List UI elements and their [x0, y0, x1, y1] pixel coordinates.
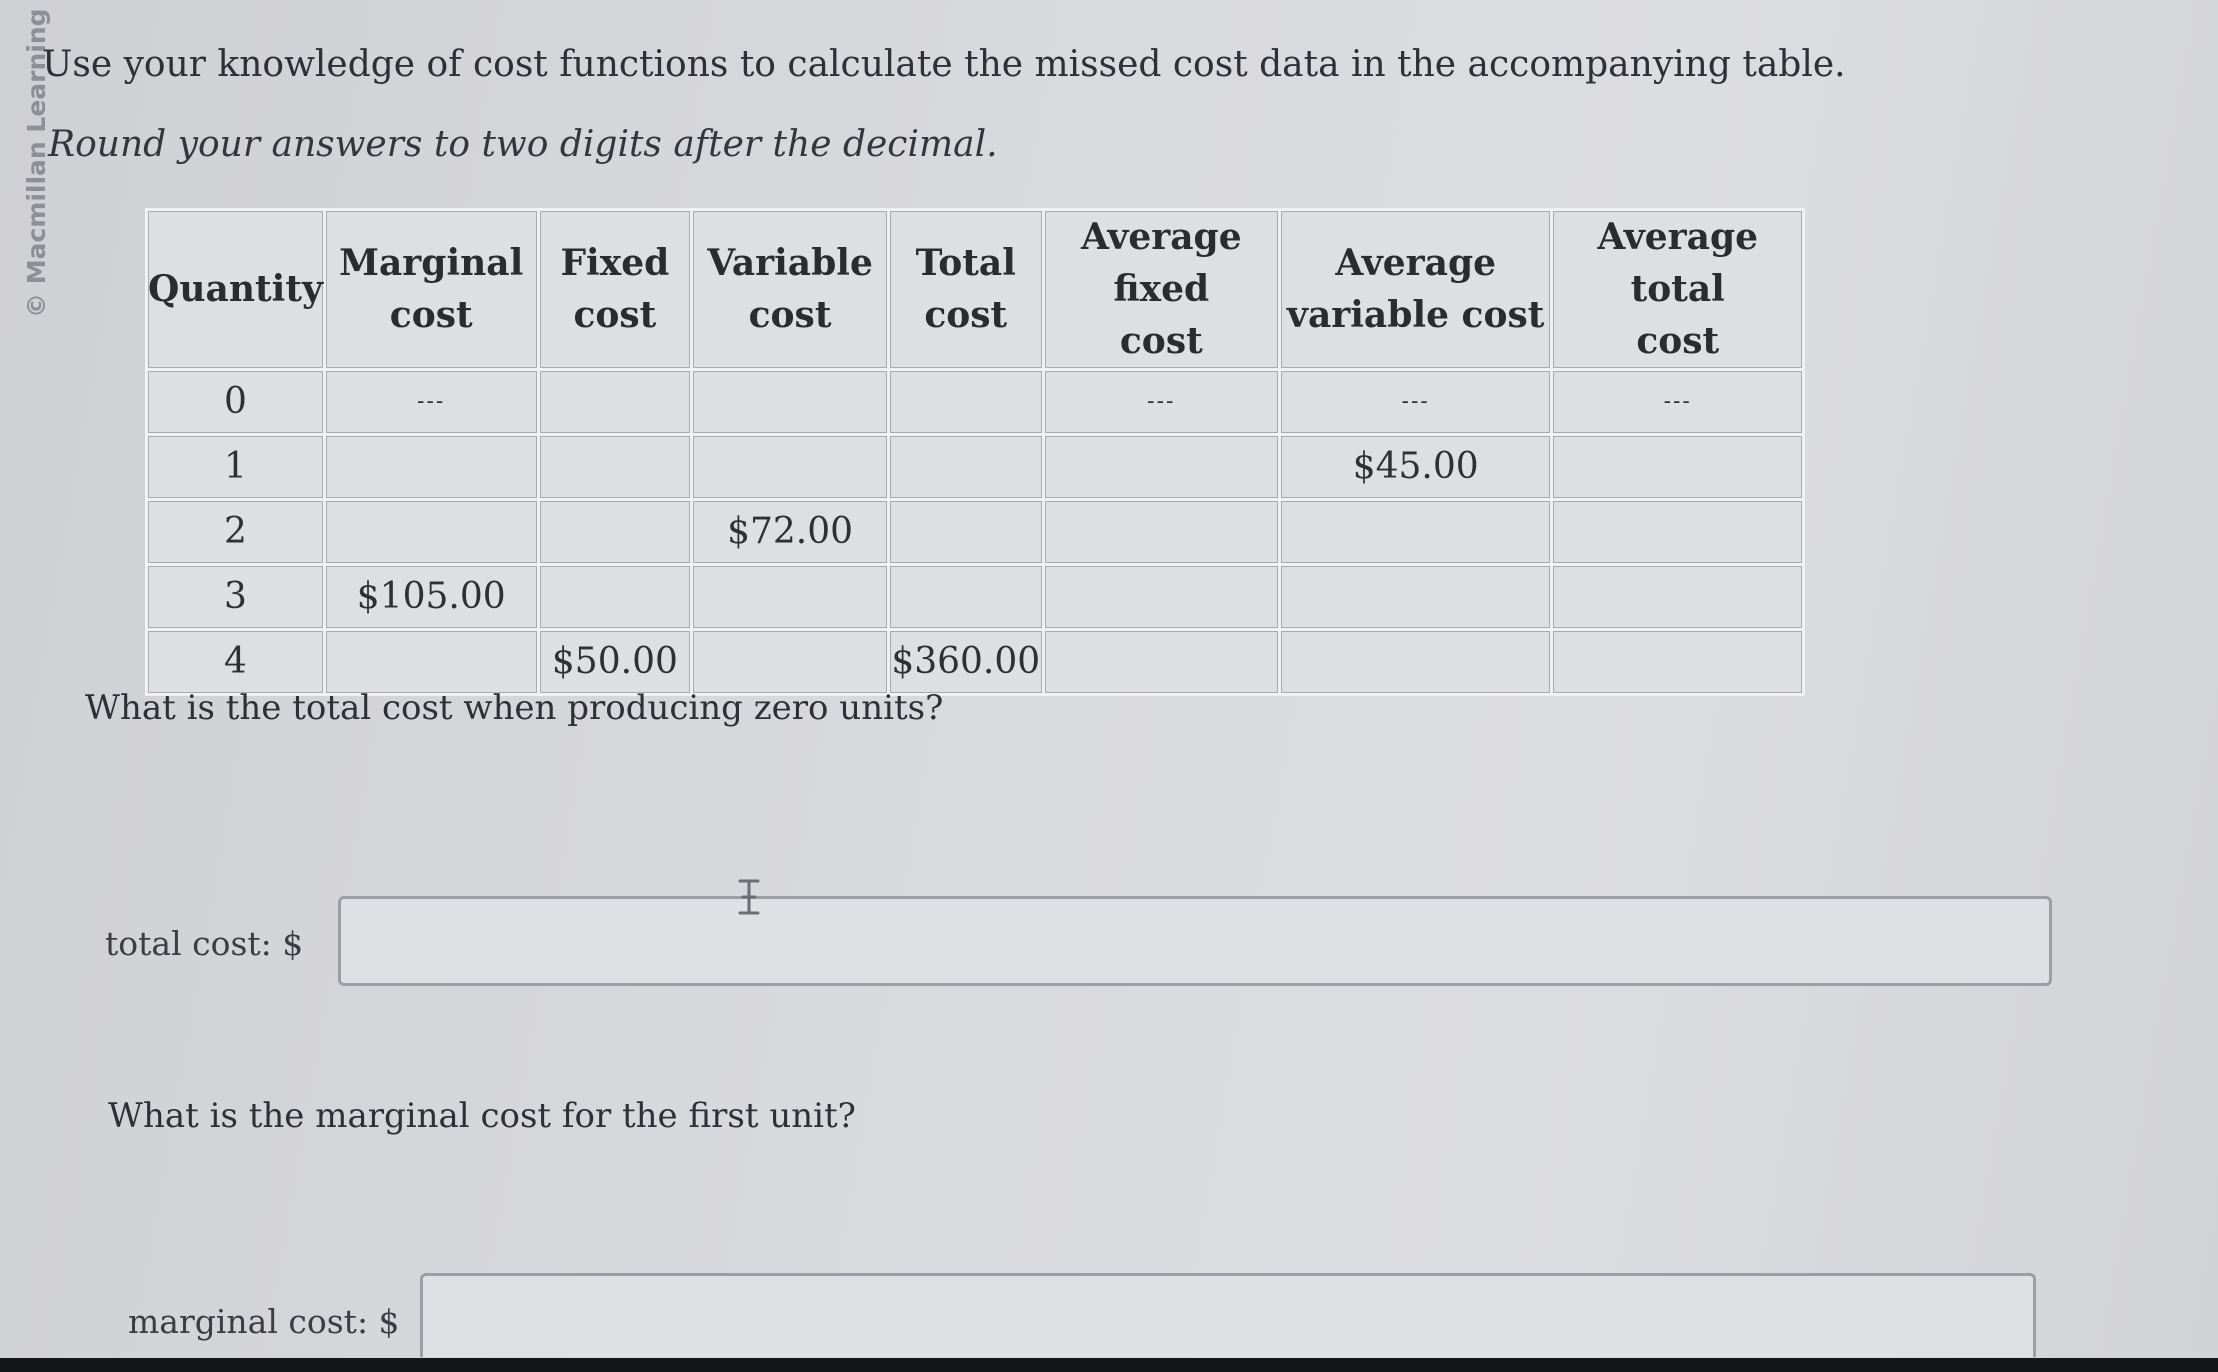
cell-marginal-cost — [324, 629, 538, 694]
cell-average-fixed-cost: --- — [1043, 369, 1279, 434]
cell-quantity: 0 — [147, 369, 325, 434]
header-average-fixed-cost: Average fixed cost — [1043, 210, 1279, 370]
cell-average-variable-cost — [1279, 499, 1552, 564]
cell-variable-cost — [692, 369, 889, 434]
cell-quantity: 2 — [147, 499, 325, 564]
cell-fixed-cost — [538, 434, 692, 499]
cell-average-variable-cost — [1279, 564, 1552, 629]
header-fixed-cost: Fixed cost — [538, 210, 692, 370]
cell-marginal-cost — [324, 434, 538, 499]
cell-average-variable-cost: $45.00 — [1279, 434, 1552, 499]
table-row — [147, 564, 1804, 629]
header-variable-cost: Variable cost — [692, 210, 889, 370]
header-average-total-cost: Average total cost — [1552, 210, 1804, 370]
table-header-row — [147, 210, 1804, 370]
cell-variable-cost — [692, 434, 889, 499]
cell-total-cost — [888, 369, 1043, 434]
cell-quantity: 4 — [147, 629, 325, 694]
cost-table — [145, 208, 1805, 696]
cell-average-variable-cost: --- — [1279, 369, 1552, 434]
cell-average-total-cost: --- — [1552, 369, 1804, 434]
cell-average-total-cost — [1552, 434, 1804, 499]
cell-quantity: 1 — [147, 434, 325, 499]
rounding-note: Round your answers to two digits after the decimal. — [48, 124, 998, 165]
table-row — [147, 499, 1804, 564]
header-average-variable-cost: Average variable cost — [1279, 210, 1552, 370]
text-cursor-icon — [735, 878, 763, 916]
table-row — [147, 434, 1804, 499]
total-cost-label: total cost: $ — [105, 924, 304, 963]
cell-fixed-cost — [538, 499, 692, 564]
header-total-cost: Total cost — [888, 210, 1043, 370]
cell-marginal-cost: $105.00 — [324, 564, 538, 629]
cell-average-total-cost — [1552, 499, 1804, 564]
cell-marginal-cost — [324, 499, 538, 564]
marginal-cost-input[interactable] — [420, 1273, 2036, 1357]
cell-quantity: 3 — [147, 564, 325, 629]
cell-total-cost — [888, 564, 1043, 629]
cell-marginal-cost: --- — [324, 369, 538, 434]
cell-total-cost: $360.00 — [888, 629, 1043, 694]
cell-fixed-cost — [538, 369, 692, 434]
cell-average-fixed-cost — [1043, 629, 1279, 694]
header-quantity: Quantity — [147, 210, 325, 370]
total-cost-input[interactable] — [338, 896, 2052, 986]
table-row — [147, 369, 1804, 434]
publisher-watermark: © Macmillan Learning — [22, 8, 51, 318]
cell-variable-cost — [692, 629, 889, 694]
cell-total-cost — [888, 499, 1043, 564]
cell-variable-cost — [692, 564, 889, 629]
instruction-text: Use your knowledge of cost functions to calculate the missed cost data in the accompanying table. — [42, 44, 1846, 85]
cell-variable-cost: $72.00 — [692, 499, 889, 564]
marginal-cost-label: marginal cost: $ — [128, 1302, 400, 1341]
screen-bezel — [0, 1358, 2218, 1372]
question-marginal-cost-first-unit: What is the marginal cost for the first unit? — [108, 1096, 856, 1136]
question-total-cost-zero-units: What is the total cost when producing zero units? — [85, 688, 944, 728]
cell-average-fixed-cost — [1043, 499, 1279, 564]
cell-average-total-cost — [1552, 564, 1804, 629]
table-row — [147, 629, 1804, 694]
header-marginal-cost: Marginal cost — [324, 210, 538, 370]
cell-average-total-cost — [1552, 629, 1804, 694]
cell-average-variable-cost — [1279, 629, 1552, 694]
cell-fixed-cost — [538, 564, 692, 629]
cell-total-cost — [888, 434, 1043, 499]
cell-average-fixed-cost — [1043, 564, 1279, 629]
cell-fixed-cost: $50.00 — [538, 629, 692, 694]
cell-average-fixed-cost — [1043, 434, 1279, 499]
